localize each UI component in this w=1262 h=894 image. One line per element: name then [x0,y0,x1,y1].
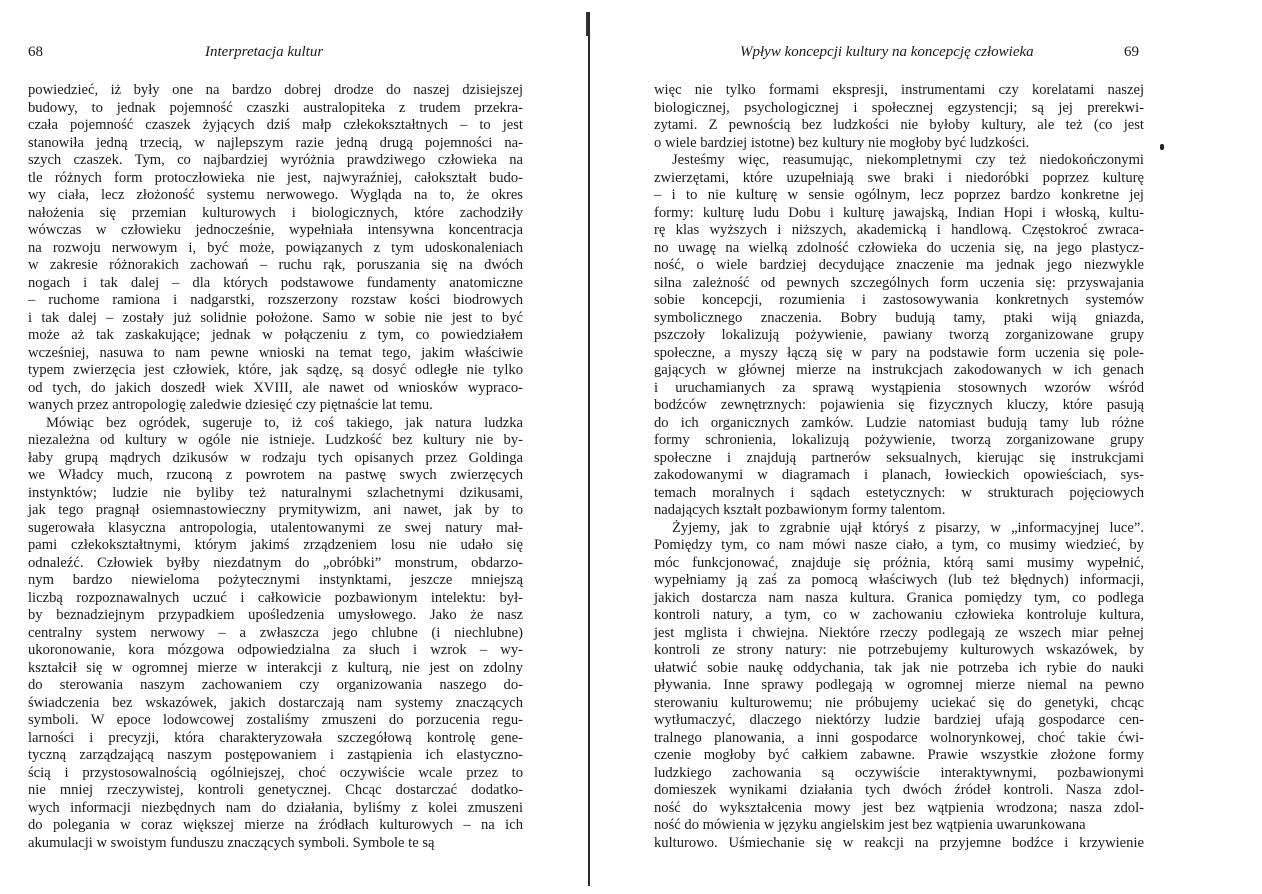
text-line: sugerowała klasyczna antropologia, utalentowanymi ze swej natury mał- [28,519,523,536]
text-line: niezależna od kultury w ogóle nie istnieje. Ludzkość bez kultury nie by- [28,432,523,448]
text-line: formy schronienia, lokalizują pożywienie, tworzą zorganizowane grupy [654,432,1144,448]
text-line: temach moralnych i sądach estetycznych: w strukturach pojęciowych [654,484,1144,501]
text-line: ność do wykształcenia mowy jest bez wątpienia wrodzona; nasza zdol- [654,799,1144,816]
text-line: tralnego planowania, a inni gospodarce wolnorynkowej, choć takie ćwi- [654,729,1144,746]
text-line: powiedzieć, iż były one na bardzo dobrej drodze do naszej dzisiejszej [28,82,523,98]
text-line: wy ciała, lecz złożoność systemu nerwowego. Wygląda na to, że okres [28,187,523,203]
text-line: formy: kulturę ludu Dobu i kulturę jawajską, Indian Hopi i włoską, kultu- [654,204,1144,221]
left-page-body [28,82,523,852]
text-line: ludzkiego zachowania są oczywiście interaktywnymi, pozbawionymi [654,764,1144,781]
text-line: Mówiąc bez ogródek, sugeruje to, iż coś takiego, jak natura ludzka [46,414,523,431]
text-line: nadających kształt pozbawionym formy talentom. [654,502,946,518]
text-line: – i to nie kulturę w sensie ogólnym, lecz poprzez bardzo konkretne jej [654,187,1144,203]
text-line: wytłumaczyć, dlaczego niektórzy ludzie bardziej ufają gospodarce cen- [654,712,1144,728]
left-page [0,0,590,894]
left-page-number: 68 [28,44,43,60]
text-line: larności i precyzji, która charakteryzowała szczegółową kontrolę gene- [28,729,523,746]
right-page [590,0,1262,894]
text-line: sterowaniu kulturowemu; nie próbujemy uciekać się do genetyki, chcąc [654,694,1144,711]
text-line: typem zwierzęcia jest człowiek, które, jak sądzę, są dosyć odległe nie tylko [28,362,523,378]
text-line: ułatwić sobie naukę oddychania, tak jak nie potrzeba ich rybie do nauki [654,659,1144,676]
text-line: więc nie tylko formami ekspresji, instrumentami czy korelatami naszej [654,82,1144,98]
text-line: zwierzętami, które uzupełniają swe braki i niedoróbki poprzez kulturę [654,169,1144,186]
text-line: społeczne i znajdują partnerów seksualnych, kierując się instrukcjami [654,449,1144,466]
text-line: symboli. W epoce lodowcowej zostaliśmy zmuszeni do porzucenia regu- [28,712,523,728]
text-line: symbolicznego znaczenia. Bobry budują tamy, ptaki wiją gniazda, [654,309,1144,326]
text-line: może aż tak zaskakujące; jednak w połączeniu z tym, co powiedziałem [28,327,523,343]
right-running-head: Wpływ koncepcji kultury na koncepcję człowieka [740,44,1034,60]
text-line: silna zależność od pewnych szczególnych form uczenia się: przyswajania [654,274,1144,291]
text-line: społeczne, a myszy łączą się w pary na podstawie form uczenia się pole- [654,344,1144,361]
right-page-body [654,82,1144,852]
text-line: nałożenia się przemian kulturowych i biologicznych, które zachodziły [28,204,523,221]
scan-speck [1160,144,1164,150]
text-line: nie mniej rzeczywistej, kontroli genetycznej. Chcąc dostarczać dodatko- [28,782,523,798]
text-line: świadczenia bez wskazówek, jakich dostarczają nam systemy znaczących [28,694,523,711]
text-line: Pomiędzy tym, co nam mówi nasze ciało, a tym, co musimy wiedzieć, by [654,537,1144,553]
text-line: – ruchome ramiona i nadgarstki, rozszerzony rozstaw kości biodrowych [28,292,523,308]
text-line: zytami. Z pewnością bez ludzkości nie byłoby kultury, ale też (co jest [654,117,1144,133]
text-line: na rozwoju nerwowym i, być może, powiązanych z tym udoskonaleniach [28,239,523,256]
text-line: wypełniamy ją zaś za pomocą właściwych (lub też błędnych) informacji, [654,572,1144,588]
text-line: wcześniej, nasuwa to nam pewne wnioski na temat tego, jakim właściwie [28,344,523,361]
text-line: ścią i przystosowalnością ogólniejszej, choć oczywiście wcale przez to [28,764,523,781]
text-line: w zakresie różnorakich zachowań – ruchu rąk, poruszania się na dwóch [28,257,523,273]
text-line: o wiele bardziej istotne) bez kultury nie mogłoby być ludzkości. [654,134,1030,151]
text-line: jakich dostarcza nam nasza kultura. Granica pomiędzy tym, co podlega [654,589,1144,606]
text-line: kontroli natury, a tym, co w zachowaniu człowieka kontroluje kultura, [654,607,1144,623]
text-line: łaby grupą mądrych dzikusów w rodzaju tych opisanych przez Goldinga [28,449,523,466]
text-line: centralny system nerwowy – a zwłaszcza jego chlubne (i niechlubne) [28,624,523,641]
text-line: kulturowo. Uśmiechanie się w reakcji na przyjemne bodźce i krzywienie [654,834,1144,851]
left-running-head: Interpretacja kultur [205,44,324,60]
text-line: by beznadziejnym przypadkiem upośledzenia umysłowego. Jako że nasz [28,607,523,623]
text-line: bodźców zewnętrznych: pojawienia się fizycznych kluczy, które pasują [654,397,1144,413]
text-line: do ich organicznych zamków. Ludzie natomiast budują tamy lub różne [654,414,1144,431]
text-line: budowy, to jednak pojemność czaszki australopiteka z trudem przekra- [28,99,523,116]
text-line: we Władcy much, rzuconą z powrotem na pastwę swych zwierzęcych [28,467,523,483]
text-line: kształcił się w ogromnej mierze w interakcji z kulturą, nie jest on zdolny [28,659,523,676]
text-line: liczbą rozpoznawalnych uczuć i całkowicie pozbawionym intelektu: był- [28,589,523,606]
text-line: pami człekokształtnymi, którym jakimś zrządzeniem losu nie udało się [28,537,523,553]
text-line: wówczas w człowieku jednocześnie, wypełniała intensywna koncentracja [28,222,523,238]
text-line: tyczną zarządzającą naszym postępowaniem i zastąpienia ich elastyczno- [28,747,523,763]
text-line: i uruchamianych za sprawą wystąpienia stosownych wzorów wśród [654,379,1144,396]
text-line: odnaleźć. Człowiek byłby niezdatnym do „obróbki” monstrum, obdarzo- [28,554,523,571]
text-line: wanych przez antropologię zaledwie dziesięć czy piętnaście lat temu. [28,397,433,413]
text-line: domieszek wynikami działania tych dwóch źródeł kontroli. Nasza zdol- [654,782,1144,798]
text-line: do sterowania naszym zachowaniem czy organizowania naszego do- [28,677,523,693]
text-line: i tak dalej – zostały już solidnie położone. Samo w sobie nie jest to być [28,309,523,326]
text-line: sobie koncepcji, rozumienia i zastosowywania konkretnych systemów [654,292,1144,308]
text-line: jak tego pragnął osiemnastowieczny prymitywizm, ani nawet, jak by to [28,502,523,518]
text-line: móc funkcjonować, znajduje się próżnia, którą sami musimy wypełnić, [654,554,1144,571]
text-line: ność do mówienia w języku angielskim jest bez wątpienia uwarunkowana [654,817,1086,833]
text-line: zakodowanymi w diagramach i planach, łowieckich opowieściach, sys- [654,467,1144,483]
text-line: Żyjemy, jak to zgrabnie ujął któryś z pisarzy, w „informacyjnej luce”. [672,519,1144,536]
text-line: czenie mogłoby być całkiem zabawne. Prawie wszystkie złożone formy [654,747,1144,763]
text-line: ukoronowanie, kora mózgowa odpowiedzialna za słuch i wzrok – wy- [28,642,523,658]
text-line: stanowiła jedną trzecią, w najlepszym razie jedną drugą pojemności na- [28,134,523,151]
text-line: ność, o wiele bardziej decydujące znaczenie ma jednak jego niezwykle [654,257,1144,273]
text-line: kontroli ze strony natury: nie potrzebujemy kulturowych wskazówek, by [654,642,1144,658]
text-line: od tych, do jakich doszedł wiek XVIII, ale nawet od wniosków wypraco- [28,379,523,396]
text-line: nogach i tak dalej – dla których podstawowe fundamenty anatomiczne [28,274,523,291]
right-page-number: 69 [1124,44,1139,60]
text-line: gających w głównej mierze na instrukcjach zakodowanych w ich genach [654,362,1144,378]
text-line: jest mglista i chwiejna. Niektóre rzeczy podlegają ze wszech miar pełnej [654,624,1144,641]
text-line: pływania. Inne sprawy podlegają w ogromnej mierze niemal na pewno [654,677,1144,693]
text-line: biologicznej, psychologicznej i społecznej egzystencji; są jej prerekwi- [654,99,1144,116]
text-line: pszczoły lokalizują pożywienie, pawiany tworzą zorganizowane grupy [654,327,1144,343]
text-line: rę klas wyższych i niższych, akademicką i handlową. Częstokroć zwraca- [654,222,1144,238]
text-line: akumulacji w swoistym funduszu znaczących symboli. Symbole te są [28,834,435,851]
text-line: tle różnych form protoczłowieka nie jest, najwyraźniej, całokształt budo- [28,169,523,186]
text-line: Jesteśmy więc, reasumując, niekompletnymi czy też niedokończonymi [672,152,1144,168]
text-line: instynktów; ludzie nie byliby też naturalnymi szlachetnymi dzikusami, [28,484,523,501]
text-line: czała pojemność czaszek żyjących dziś małp człekokształtnych – to jest [28,117,523,133]
text-line: do polegania w coraz większej mierze na źródłach kulturowych – na ich [28,817,523,833]
text-line: nym bardzo niewieloma pożytecznymi instynktami, jeszcze mniejszą [28,572,523,588]
text-line: szych czaszek. Tym, co najbardziej wyróżnia prawdziwego człowieka na [28,152,523,168]
text-line: wych informacji niezbędnych nam do działania, byliśmy z kolei zmuszeni [28,799,523,816]
text-line: no uwagę na wielką zdolność człowieka do uczenia się, na jego plastycz- [654,239,1144,256]
